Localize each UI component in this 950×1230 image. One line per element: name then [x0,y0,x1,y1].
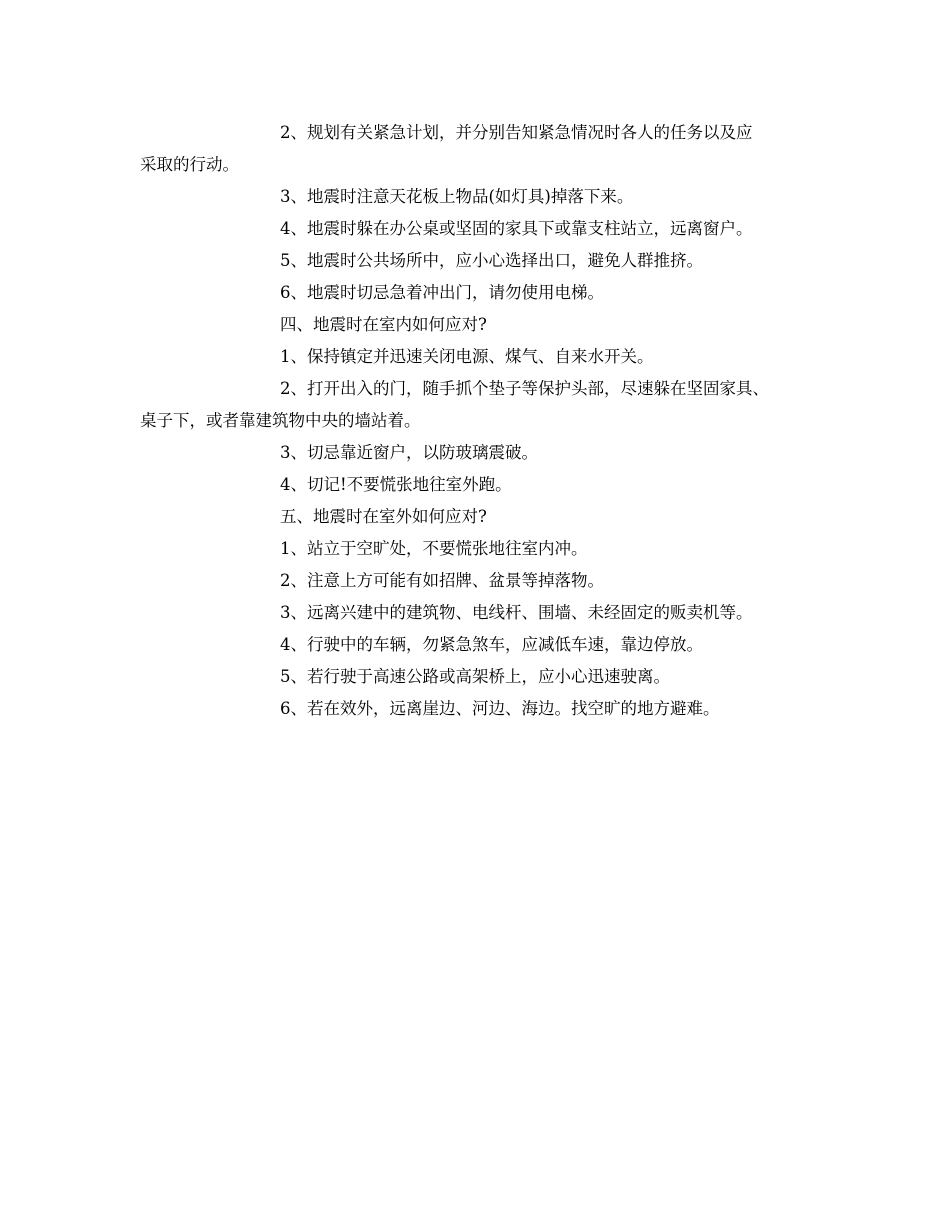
paragraph-line: 4、切记!不要慌张地往室外跑。 [280,475,512,494]
paragraph-line: 2、注意上方可能有如招牌、盆景等掉落物。 [280,571,604,590]
paragraph-line: 3、地震时注意天花板上物品(如灯具)掉落下来。 [280,187,634,206]
paragraph-line: 3、切忌靠近窗户，以防玻璃震破。 [280,443,538,462]
paragraph-line: 5、若行驶于高速公路或高架桥上，应小心迅速驶离。 [280,667,670,686]
paragraph-line: 2、打开出入的门，随手抓个垫子等保护头部，尽速躲在坚固家具、 [280,379,769,398]
paragraph-line: 2、规划有关紧急计划，并分别告知紧急情况时各人的任务以及应 [280,123,753,142]
paragraph-line: 1、保持镇定并迅速关闭电源、煤气、自来水开关。 [280,347,654,366]
paragraph-line: 采取的行动。 [140,155,239,174]
paragraph-line: 1、站立于空旷处，不要慌张地往室内冲。 [280,539,588,558]
paragraph-line: 6、地震时切忌急着冲出门，请勿使用电梯。 [280,283,604,302]
paragraph-line: 四、地震时在室内如何应对? [280,315,487,334]
paragraph-line: 桌子下，或者靠建筑物中央的墙站着。 [140,411,421,430]
paragraph-line: 五、地震时在室外如何应对? [280,507,487,526]
paragraph-line: 5、地震时公共场所中，应小心选择出口，避免人群推挤。 [280,251,703,270]
document-body [140,117,820,725]
paragraph-line: 6、若在效外，远离崖边、河边、海边。找空旷的地方避难。 [280,699,720,718]
paragraph-line: 3、远离兴建中的建筑物、电线杆、围墙、未经固定的贩卖机等。 [280,603,753,622]
paragraph-line: 4、地震时躲在办公桌或坚固的家具下或靠支柱站立，远离窗户。 [280,219,753,238]
paragraph-line: 4、行驶中的车辆，勿紧急煞车，应减低车速，靠边停放。 [280,635,703,654]
